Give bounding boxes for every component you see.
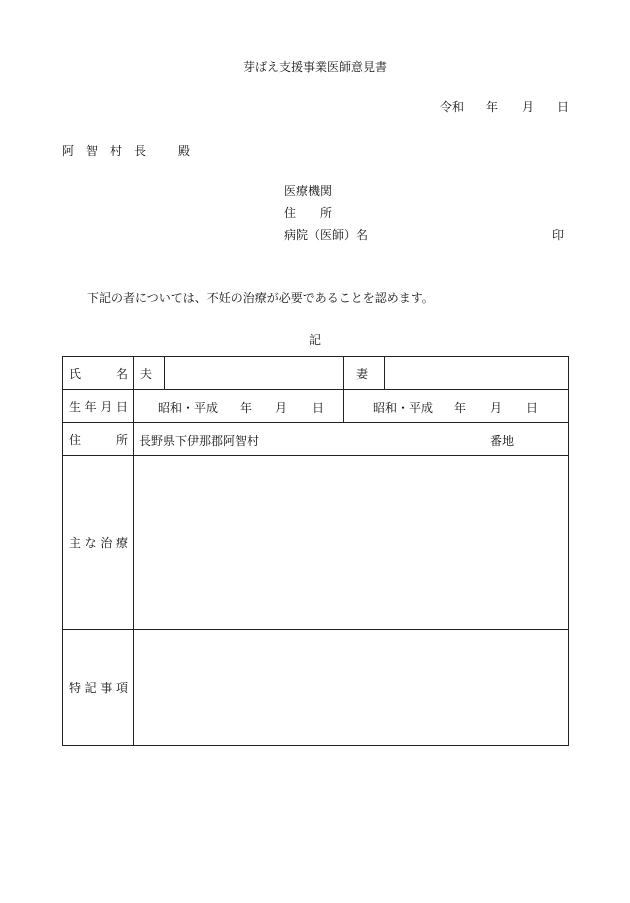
document-title: 芽ばえ支援事業医師意見書 [242, 60, 387, 74]
husband-birth-month: 月 [275, 401, 288, 415]
husband-birth-day: 日 [312, 401, 325, 415]
treatment-field[interactable] [134, 456, 569, 630]
table-row-treatment [63, 456, 569, 630]
addressee-name: 阿 智 村 長 [62, 144, 147, 158]
address-prefix: 長野県下伊那郡阿智村 [139, 434, 260, 448]
address-label: 住所 [63, 423, 134, 456]
husband-birth-era: 昭和・平成 [158, 401, 219, 415]
wife-birth-year: 年 [454, 401, 467, 415]
addressee [62, 144, 191, 158]
application-form-table [62, 356, 569, 746]
ki-heading: 記 [308, 333, 321, 347]
wife-birth-day: 日 [526, 401, 539, 415]
date-line [440, 100, 570, 114]
table-row-name [63, 357, 569, 390]
birthdate-label: 生年月日 [63, 390, 134, 423]
notes-label: 特記事項 [63, 630, 134, 746]
husband-name-field[interactable] [165, 357, 344, 390]
wife-name-field[interactable] [385, 357, 569, 390]
address-field[interactable] [134, 423, 569, 456]
name-label: 氏名 [63, 357, 134, 390]
addressee-honorific: 殿 [178, 144, 191, 158]
date-day-unit: 日 [557, 100, 570, 114]
wife-birth-month: 月 [490, 401, 503, 415]
issuer-institution-label: 医療機関 [284, 184, 333, 198]
husband-label: 夫 [134, 357, 165, 390]
issuer-address-label: 住 所 [284, 206, 333, 220]
husband-birth-year: 年 [240, 401, 253, 415]
notes-field[interactable] [134, 630, 569, 746]
date-year-unit: 年 [486, 100, 499, 114]
table-row-address [63, 423, 569, 456]
treatment-label: 主な治療 [63, 456, 134, 630]
wife-birth-era: 昭和・平成 [373, 401, 434, 415]
wife-birthdate-field[interactable] [344, 390, 569, 423]
statement-text: 下記の者については、不妊の治療が必要であることを認めます。 [87, 291, 434, 305]
husband-birthdate-field[interactable] [134, 390, 344, 423]
table-row-notes [63, 630, 569, 746]
issuer-name-label: 病院（医師）名 [284, 228, 369, 242]
seal-mark: 印 [552, 228, 565, 242]
date-month-unit: 月 [522, 100, 535, 114]
date-era: 令和 [440, 100, 465, 114]
table-row-birthdate [63, 390, 569, 423]
address-suffix: 番地 [490, 434, 515, 448]
wife-label: 妻 [344, 357, 385, 390]
